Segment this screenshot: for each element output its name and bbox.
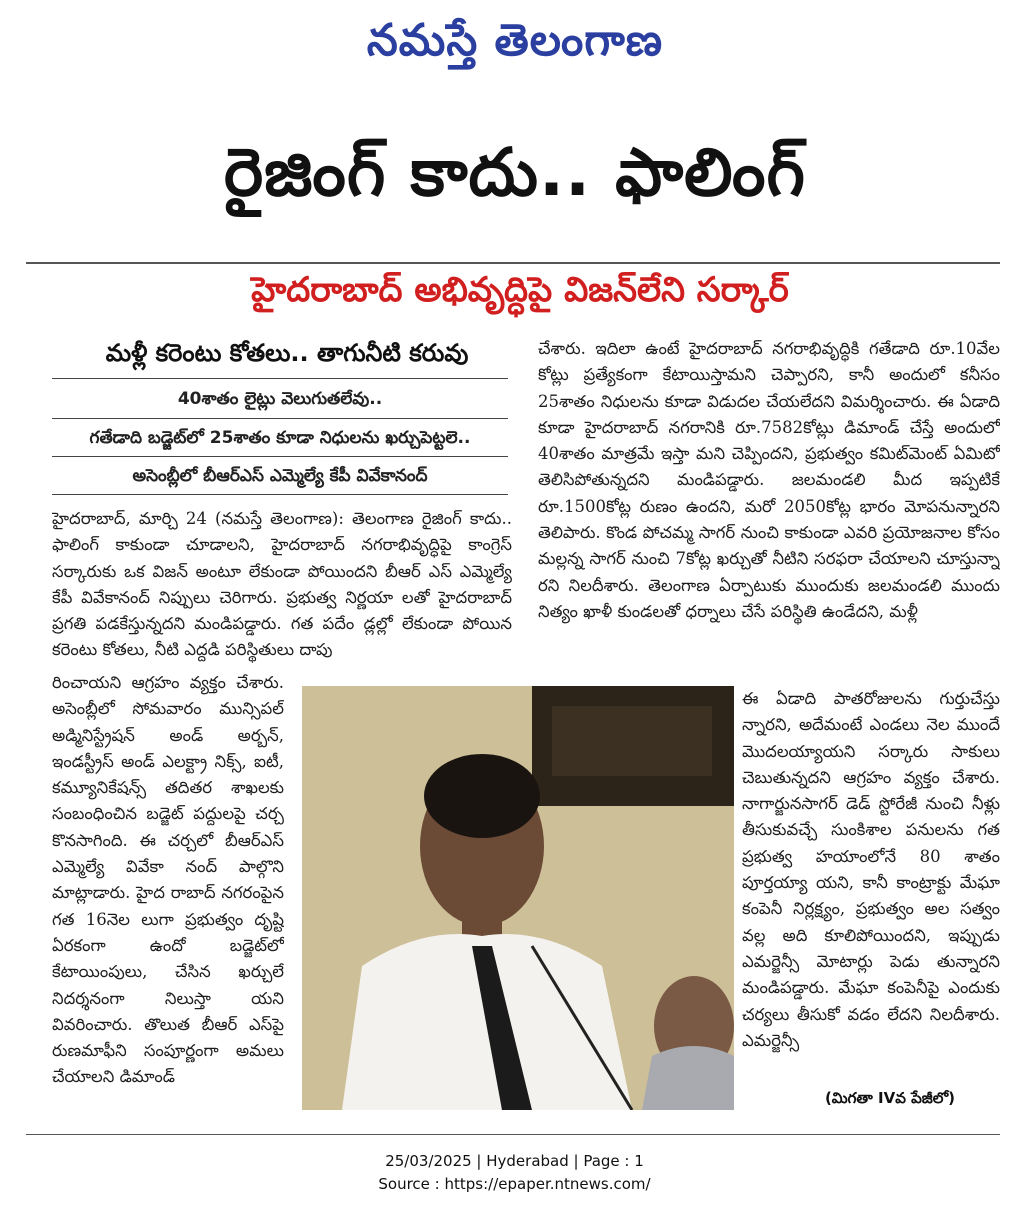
sidebar-bullet: గతేడాది బడ్జెట్‌లో 25శాతం కూడా నిధులను ఖర్చుపెట్టలె.. — [89, 428, 471, 448]
sidebar-divider — [52, 418, 508, 419]
article-column-left-top: హైదరాబాద్, మార్చి 24 (నమస్తే తెలంగాణ): తెలంగాణ రైజింగ్ కాదు.. ఫాలింగ్ కాకుండా చూడాలని, హైదరాబాద్ నగరాభివృద్ధిపై కాంగ్రెస్ సర్కారుకు ఒక విజన్ అంటూ లేకుండా పోయిందని బీఆర్ ఎస్ ఎమ్మెల్యే కేపీ వివేకానంద్ నిప్పులు చెరిగారు. ప్రభుత్వ నిర్ణయా లతో హైదరాబాద్ ప్రగతి పడకేస్తున్నదని మండిపడ్డారు. గత పదేం డ్లల్లో లేకుండా పోయిన కరెంటు కోతలు, నీటి ఎద్దడి పరిస్థితులు దాపు — [52, 509, 512, 660]
article-column-right-top: చేశారు. ఇదిలా ఉంటే హైదరాబాద్ నగరాభివృద్ధికి గతేడాది రూ.10వేల కోట్లు ప్రత్యేకంగా కేటాయిస్తామని చెప్పారని, కానీ అందులో కనీసం 25శాతం నిధులను కూడా విడుదల చేయలేదని విమర్శించారు. ఈ ఏడాది కూడా హైదరాబాద్ నగరానికి రూ.7582కోట్లు డిమాండ్ చేస్తే అందులో 40శాతం మాత్రమే ఇస్తా మని చెప్పిందని, ప్రభుత్వం కమిట్‌మెంట్ ఏమిటో తెలిసిపోతున్నదని మండిపడ్డారు. జలమండలి మీద ఇప్పటికే రూ.1500కోట్ల రుణం ఉందని, మరో 2050కోట్ల భారం మోపనున్నారని తెలిపారు. కొండ పోచమ్మ సాగర్ నుంచి కాకుండా ఎవరి ప్రయోజనాల కోసం మల్లన్న సాగర్ నుంచి 7కోట్ల ఖర్చుతో నీటిని సరఫరా చేయాలని చూస్తున్నా రని నిలదీశారు. తెలంగాణ ఏర్పాటుకు ముందుకు జలమండలి ముందు నిత్యం ఖాళీ కుండలతో ధర్నాలు చేసే పరిస్థితి ఉండేదని, మళ్లీ — [538, 339, 1000, 621]
sidebar-divider — [52, 378, 508, 379]
sidebar-divider — [52, 456, 508, 457]
speaker-photo-illustration — [302, 686, 734, 1110]
news-photo — [302, 686, 734, 1110]
article-column-left-bottom: రించాయని ఆగ్రహం వ్యక్తం చేశారు. అసెంబ్లీలో సోమవారం మున్సిపల్ అడ్మినిస్ట్రేషన్ అండ్ అర్బన్, ఇండస్ట్రీస్ అండ్ ఎలక్ట్రా నిక్స్, ఐటీ, కమ్యూనికేషన్స్ తదితర శాఖలకు సంబంధించిన బడ్జెట్ పద్దులపై చర్చ కొనసాగింది. ఈ చర్చలో బీఆర్‌ఎస్ ఎమ్మెల్యే వివేకా నంద్ పాల్గొని మాట్లాడారు. హైద రాబాద్ నగరంపైన గత 16నెల లుగా ప్రభుత్వం దృష్టి ఏరకంగా ఉందో బడ్జెట్‌లో కేటాయింపులు, చేసిన ఖర్చులే నిదర్శనంగా నిలుస్తా యని వివరించారు. తొలుత బీఆర్ ఎస్‌పై రుణమాఫీని సంపూర్ణంగా అమలు చేయాలని డిమాండ్ — [52, 673, 284, 1087]
article-column-right-bottom: ఈ ఏడాది పాతరోజులను గుర్తుచేస్తు న్నారని, అదేమంటే ఎండలు నెల ముందే మొదలయ్యాయని సర్కారు సాకులు చెబుతున్నదని ఆగ్రహం వ్యక్తం చేశారు. నాగార్జునసాగర్ డెడ్ స్టోరేజీ నుంచి నీళ్లు తీసుకువచ్చే సుంకిశాల పనులను గత ప్రభుత్వ హయాంలోనే 80 శాతం పూర్తయ్యా యని, కానీ కాంట్రాక్టు మేఘా కంపెనీ నిర్లక్ష్యం, ప్రభుత్వం అల సత్వం వల్ల అది కూలిపోయిందని, ఇప్పుడు ఎమర్జెన్సీ మోటార్లు పెడు తున్నారని మండిపడ్డారు. మేఘా కంపెనీపై ఎందుకు చర్యలు తీసుకో వడం లేదని నిలదీశారు. ఎమర్జెన్సీ — [742, 689, 1000, 1050]
footer-source-line: Source : https://epaper.ntnews.com/ — [378, 1175, 651, 1193]
masthead-logo: నమస్తే తెలంగాణ — [366, 15, 664, 66]
sidebar-bullet: అసెంబ్లీలో బీఆర్‌ఎస్ ఎమ్మెల్యే కేపీ వివేకానంద్ — [132, 466, 428, 486]
continued-note: (మిగతా IVవ పేజీలో) — [824, 1089, 956, 1107]
subheadline: హైదరాబాద్ అభివృద్ధిపై విజన్‌లేని సర్కార్ — [251, 270, 789, 310]
sidebar-title: మళ్లీ కరెంటు కోతలు.. తాగునీటి కరువు — [105, 339, 469, 367]
headline: రైజింగ్ కాదు.. ఫాలింగ్ — [224, 134, 806, 211]
divider-bottom — [26, 1134, 1000, 1135]
sidebar-divider — [52, 494, 508, 495]
footer-date-line: 25/03/2025 | Hyderabad | Page : 1 — [385, 1152, 644, 1170]
sidebar-bullet: 40శాతం లైట్లు వెలుగుతలేవు.. — [177, 389, 383, 409]
